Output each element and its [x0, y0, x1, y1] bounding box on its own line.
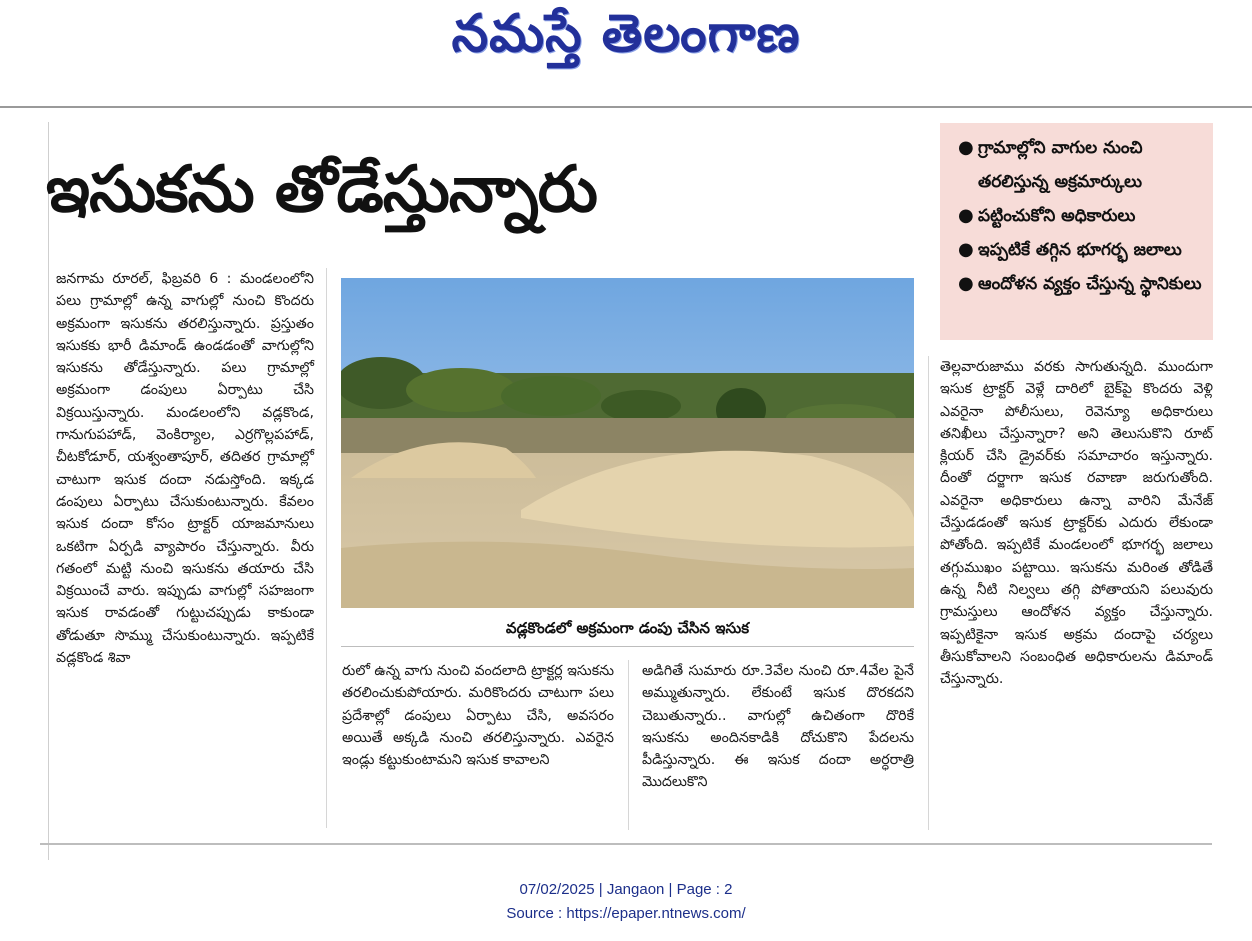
highlight-item [954, 267, 1205, 301]
article-column-4 [940, 356, 1213, 690]
bullet-icon: ● [958, 273, 974, 294]
highlight-item [954, 199, 1205, 233]
newspaper-logo: నమస్తే తెలంగాణ [451, 4, 801, 64]
bullet-icon: ● [958, 239, 974, 260]
article-text: రులో ఉన్న వాగు నుంచి వందలాది ట్రాక్టర్ల ఇసుకను తరలించుకుపోయారు. మరికొందరు చాటుగా పలు ప్రదేశాల్లో డంపులు ఏర్పాటు చేసి, అవసరం అయితే అక్కడి నుంచి తరలిస్తున్నారు. ఎవరైన ఇండ్లు కట్టుకుంటామని ఇసుక కావాలని [342, 663, 614, 769]
bottom-divider [40, 843, 1212, 845]
bullet-icon: ● [958, 137, 974, 158]
highlights-box [940, 123, 1213, 340]
highlight-text: ఇప్పటికే తగ్గిన భూగర్భ జలాలు [978, 240, 1182, 260]
highlight-item [954, 131, 1205, 199]
article-photo [341, 278, 914, 608]
sand-dump-photo [341, 278, 914, 608]
article-column-3 [642, 660, 914, 794]
masthead-divider [0, 106, 1252, 108]
highlight-text: గ్రామాల్లోని వాగుల నుంచి తరలిస్తున్న అక్రమార్కులు [978, 138, 1143, 192]
article-text: జనగామ రూరల్, ఫిబ్రవరి 6 : మండలంలోని పలు గ్రామాల్లో ఉన్న వాగుల్లో నుంచి కొందరు అక్రమంగా ఇసుకను తరలిస్తున్నారు. ప్రస్తుతం ఇసుకకు భారీ డిమాండ్ ఉండడంతో వాగుల్లోని ఇసుకను తోడేస్తున్నారు. పలు గ్రామాల్లో అక్రమంగా డంపులు ఏర్పాటు చేసి విక్రయిస్తున్నారు. మండలంలోని వడ్లకొండ, గానుగుపహాడ్, వెంకిర్యాల, ఎర్రగొల్లపహాడ్, చీటకోడూర్, యశ్వంతాపూర్, తదితర గ్రామాల్లో చాటుగా ఇసుక దందా నడుస్తోంది. ఇక్కడ డంపులు ఏర్పాటు చేసుకుంటున్నారు. కేవలం ఇసుక దందా కోసం ట్రాక్టర్ యాజమానులు ఒకటిగా ఏర్పడి వ్యాపారం చేస్తున్నారు. వీరు గతంలో మట్టి నుంచి ఇసుకను తయారు చేసి విక్రయించే వారు. ఇప్పుడు వాగుల్లో సహజంగా ఇసుక రావడంతో గుట్టుచప్పుడు కాకుండా తోడుతూ సొమ్ము చేసుకుంటున్నారు. ఇప్పటికే వడ్లకొండ శివా [56, 271, 314, 667]
caption-divider [341, 646, 914, 647]
article-text: తెల్లవారుజాము వరకు సాగుతున్నది. ముందుగా ఇసుక ట్రాక్టర్ వెళ్లే దారిలో బైక్‌పై కొందరు వెళ్లి ఎవరైనా పోలీసులు, రెవెన్యూ అధికారులు తనిఖీలు చేస్తున్నారా? అని తెలుసుకొని రూట్ క్లియర్ చేసి డ్రైవర్‌కు సమాచారం ఇస్తున్నారు. దీంతో దర్జాగా ఇసుక రవాణా జరుగుతోంది. ఎవరైనా అధికారులు ఉన్నా వారిని మేనేజ్ చేస్తుడడంతో ఇసుక ట్రాక్టర్‌కు ఎదురు లేకుండా పోతోంది. ఇప్పటికే మండలంలో భూగర్భ జలాలు తగ్గుముఖం పట్టాయి. ఇసుకను మరింత తోడితే ఉన్న నీటి నిల్వలు తగ్గి పోతాయని పలువురు గ్రామస్తులు ఆందోళన వ్యక్తం చేస్తున్నారు. ఇప్పటికైనా ఇసుక అక్రమ దందాపై చర్యలు తీసుకోవాలని సంబంధిత అధికారులను డిమాండ్ చేస్తున్నారు. [940, 359, 1213, 688]
column-divider [928, 356, 929, 830]
column-divider [326, 268, 327, 828]
source-link[interactable]: Source : https://epaper.ntnews.com/ [506, 905, 746, 922]
page-footer [0, 878, 1252, 926]
article-headline: ఇసుకను తోడేస్తున్నారు [46, 153, 597, 227]
edition-info: 07/02/2025 | Jangaon | Page : 2 [519, 881, 733, 898]
bullet-icon: ● [958, 205, 974, 226]
article-column-2 [342, 660, 614, 771]
highlight-text: ఆందోళన వ్యక్తం చేస్తున్న స్థానికులు [978, 274, 1202, 294]
article-text: అడిగితే సుమారు రూ.3వేల నుంచి రూ.4వేల పైనే అమ్ముతున్నారు. లేకుంటే ఇసుక దొరకదని చెబుతున్నారు.. వాగుల్లో ఉచితంగా దొరికే ఇసుకను అందినకాడికి దోచుకొని పేదలను పీడిస్తున్నారు. ఈ ఇసుక దందా అర్ధరాత్రి మొదలుకొని [642, 663, 914, 791]
masthead [0, 0, 1252, 106]
column-divider [628, 660, 629, 830]
highlight-item [954, 233, 1205, 267]
photo-caption: వడ్లకొండలో అక్రమంగా డంపు చేసిన ఇసుక [505, 619, 750, 637]
article-column-1 [56, 268, 314, 828]
highlight-text: పట్టించుకోని అధికారులు [978, 206, 1136, 226]
